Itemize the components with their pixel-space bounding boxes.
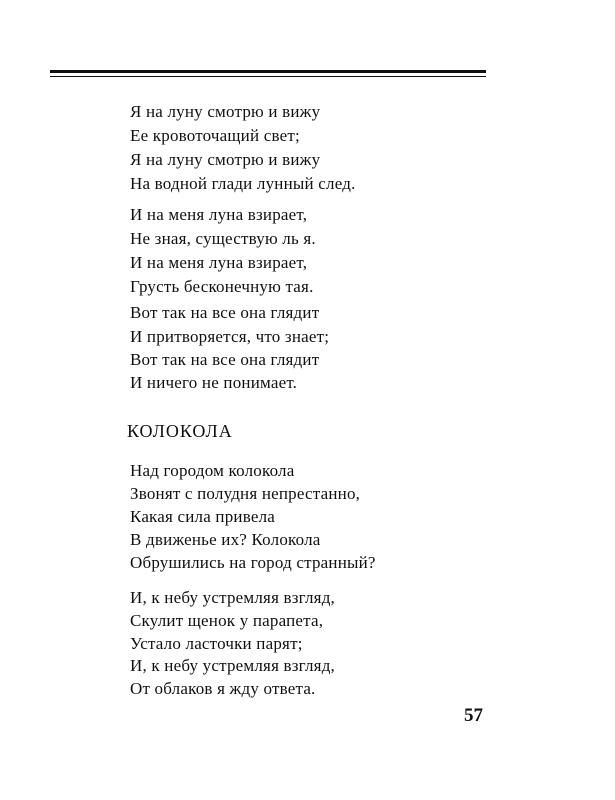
poem-title: КОЛОКОЛА (127, 421, 233, 441)
poem-line: Вот так на все она глядит (130, 350, 320, 369)
poem-line: И притворяется, что знает; (130, 327, 330, 346)
poem-line: Над городом колокола (130, 461, 295, 480)
poem-line: Вот так на все она глядит (130, 303, 320, 322)
poem-line: Я на луну смотрю и вижу (130, 102, 321, 121)
poem-line: И ничего не понимает. (130, 373, 298, 392)
poem-line: Какая сила привела (130, 507, 275, 526)
poem-line: Ее кровоточащий свет; (130, 126, 300, 145)
poem-line: И, к небу устремляя взгляд, (130, 656, 335, 675)
poem-line: Не зная, существую ль я. (130, 229, 316, 248)
top-rule (50, 70, 486, 73)
poem-line: Обрушились на город странный? (130, 553, 376, 572)
poem-line: И на меня луна взирает, (130, 253, 308, 272)
poem-line: В движенье их? Колокола (130, 530, 321, 549)
poem-line: Скулит щенок у парапета, (130, 611, 324, 630)
page-number: 57 (464, 705, 483, 726)
poem-line: На водной глади лунный след. (130, 174, 356, 193)
poem-line: Грусть бесконечную тая. (130, 277, 314, 296)
poem-line: Звонят с полудня непрестанно, (130, 484, 361, 503)
poem-line: От облаков я жду ответа. (130, 679, 316, 698)
poem-line: Устало ласточки парят; (130, 634, 303, 653)
poem-line: И, к небу устремляя взгляд, (130, 588, 335, 607)
poem-line: Я на луну смотрю и вижу (130, 150, 321, 169)
poem-line: И на меня луна взирает, (130, 205, 308, 224)
